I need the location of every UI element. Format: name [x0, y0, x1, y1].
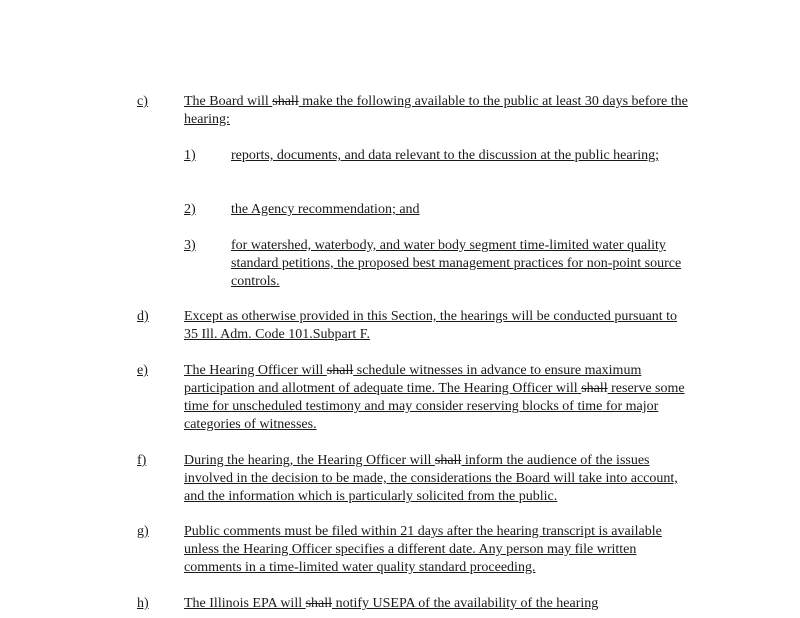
struck-word: shall: [581, 381, 608, 396]
struck-word: shall: [434, 453, 462, 468]
struck-word: shall: [326, 363, 354, 378]
paragraph-text-c: The Board will shall make the following available to the public at least 30 days before the hearing:: [184, 94, 688, 127]
paragraph-text-e: The Hearing Officer will shall schedule witnesses in advance to ensure maximum participation and allotment of adequate time. The Hearing Officer will shall reserve some time for unscheduled testimony and may consider reserving blocks of time for major categories of witnesses.: [184, 363, 685, 432]
subparagraph-text-2: the Agency recommendation; and: [231, 202, 420, 217]
paragraph-label-g: g): [137, 524, 149, 539]
paragraph-text-d: Except as otherwise provided in this Section, the hearings will be conducted pursuant to 35 Ill. Adm. Code 101.Subpart F.: [184, 309, 677, 342]
paragraph-text-h: The Illinois EPA will shall notify USEPA of the availability of the hearing: [184, 596, 599, 611]
paragraph-text-f: During the hearing, the Hearing Officer will shall inform the audience of the issues involved in the decision to be made, the considerations the Board will take into account, and the information which is particularly solicited from the public.: [184, 453, 678, 504]
paragraph-label-d: d): [137, 309, 149, 324]
paragraph-label-e: e): [137, 363, 148, 378]
subparagraph-label-2: 2): [184, 202, 196, 217]
struck-word: shall: [272, 94, 299, 109]
paragraph-label-f: f): [137, 453, 147, 468]
paragraph-text-g: Public comments must be filed within 21 days after the hearing transcript is available unless the Hearing Officer specifies a different date. Any person may file written comments in a time-limited water quality standard proceeding.: [184, 524, 662, 575]
paragraph-label-c: c): [137, 94, 148, 109]
struck-word: shall: [305, 596, 333, 611]
paragraph-label-h: h): [137, 596, 149, 611]
subparagraph-text-3: for watershed, waterbody, and water body segment time-limited water quality standard petitions, the proposed best management practices for non-point source controls.: [231, 238, 682, 289]
subparagraph-text-1: reports, documents, and data relevant to the discussion at the public hearing;: [231, 148, 660, 163]
subparagraph-label-1: 1): [184, 148, 196, 163]
subparagraph-label-3: 3): [184, 238, 196, 253]
